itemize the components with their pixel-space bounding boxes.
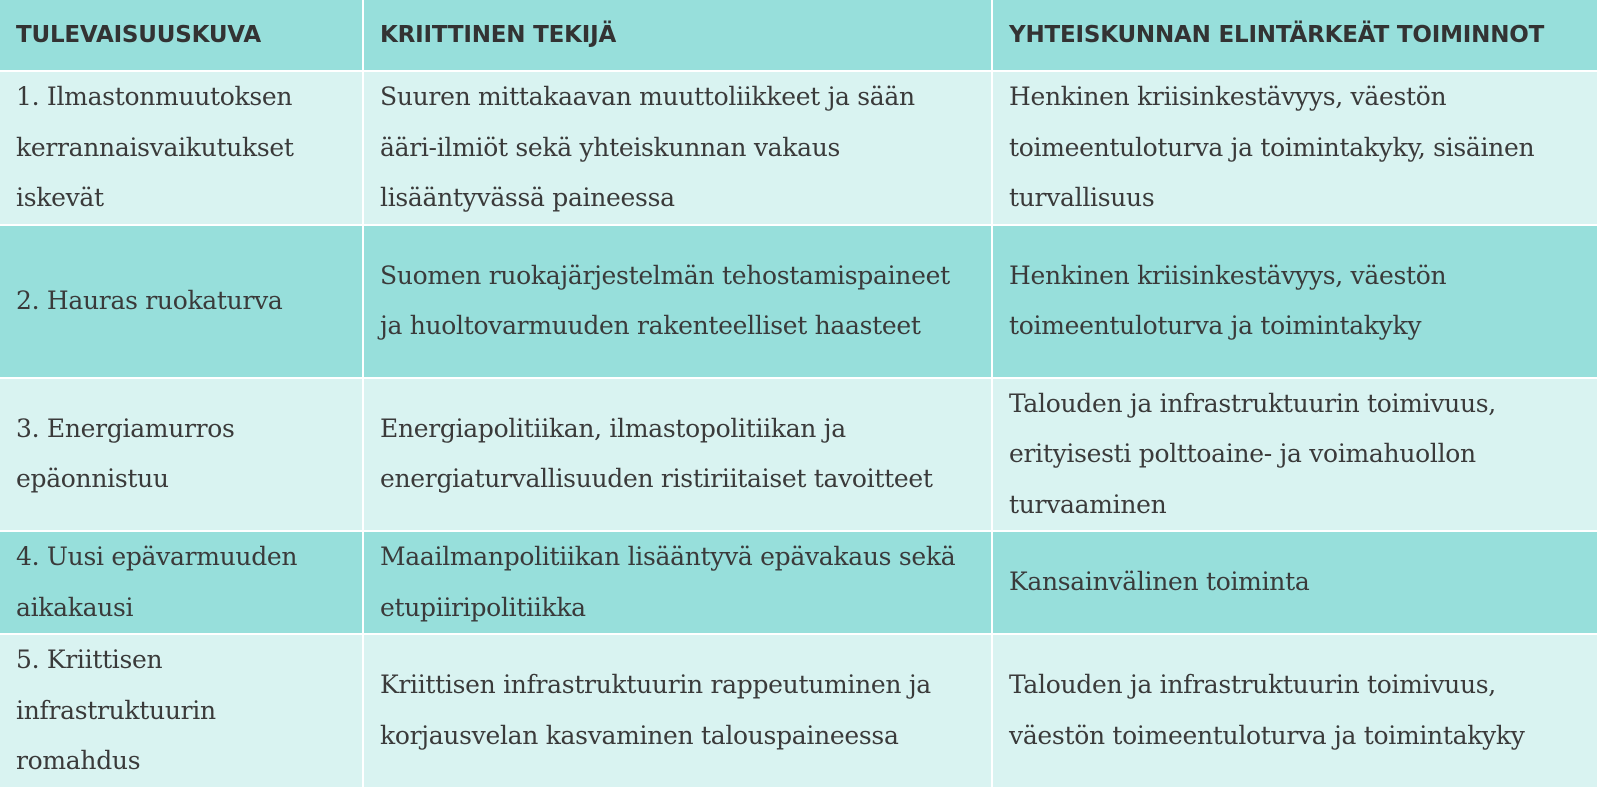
- table-row: [0, 225, 1597, 378]
- table-row: [0, 634, 1597, 788]
- cell-scenario: 2. Hauras ruokaturva: [0, 225, 363, 378]
- header-elintarkeat-toiminnot: YHTEISKUNNAN ELINTÄRKEÄT TOIMINNOT: [992, 0, 1597, 71]
- table-body: [0, 71, 1597, 788]
- cell-vital-functions: Henkinen kriisinkestävyys, väestön toimeentuloturva ja toimintakyky, sisäinen turvallisuus: [992, 71, 1597, 225]
- cell-critical-factor: Suomen ruokajärjestelmän tehostamispaineet ja huoltovarmuuden rakenteelliset haasteet: [363, 225, 992, 378]
- cell-critical-factor: Kriittisen infrastruktuurin rappeutuminen ja korjausvelan kasvaminen talouspaineessa: [363, 634, 992, 788]
- table-row: [0, 71, 1597, 225]
- header-row: [0, 0, 1597, 71]
- table-row: [0, 531, 1597, 634]
- table-row: [0, 378, 1597, 532]
- cell-scenario: 1. Ilmastonmuutoksen kerrannaisvaikutukset iskevät: [0, 71, 363, 225]
- cell-scenario: 3. Energiamurros epäonnistuu: [0, 378, 363, 532]
- cell-critical-factor: Maailmanpolitiikan lisääntyvä epävakaus sekä etupiiripolitiikka: [363, 531, 992, 634]
- header-tulevaisuuskuva: TULEVAISUUSKUVA: [0, 0, 363, 71]
- cell-vital-functions: Henkinen kriisinkestävyys, väestön toimeentuloturva ja toimintakyky: [992, 225, 1597, 378]
- table-header: [0, 0, 1597, 71]
- cell-vital-functions: Talouden ja infrastruktuurin toimivuus, erityisesti polttoaine- ja voimahuollon turvaaminen: [992, 378, 1597, 532]
- cell-vital-functions: Kansainvälinen toiminta: [992, 531, 1597, 634]
- header-kriittinen-tekija: KRIITTINEN TEKIJÄ: [363, 0, 992, 71]
- cell-critical-factor: Suuren mittakaavan muuttoliikkeet ja sään ääri-ilmiöt sekä yhteiskunnan vakaus lisääntyvässä paineessa: [363, 71, 992, 225]
- cell-vital-functions: Talouden ja infrastruktuurin toimivuus, väestön toimeentuloturva ja toimintakyky: [992, 634, 1597, 788]
- cell-scenario: 4. Uusi epävarmuuden aikakausi: [0, 531, 363, 634]
- cell-scenario: 5. Kriittisen infrastruktuurin romahdus: [0, 634, 363, 788]
- cell-critical-factor: Energiapolitiikan, ilmastopolitiikan ja energiaturvallisuuden ristiriitaiset tavoitteet: [363, 378, 992, 532]
